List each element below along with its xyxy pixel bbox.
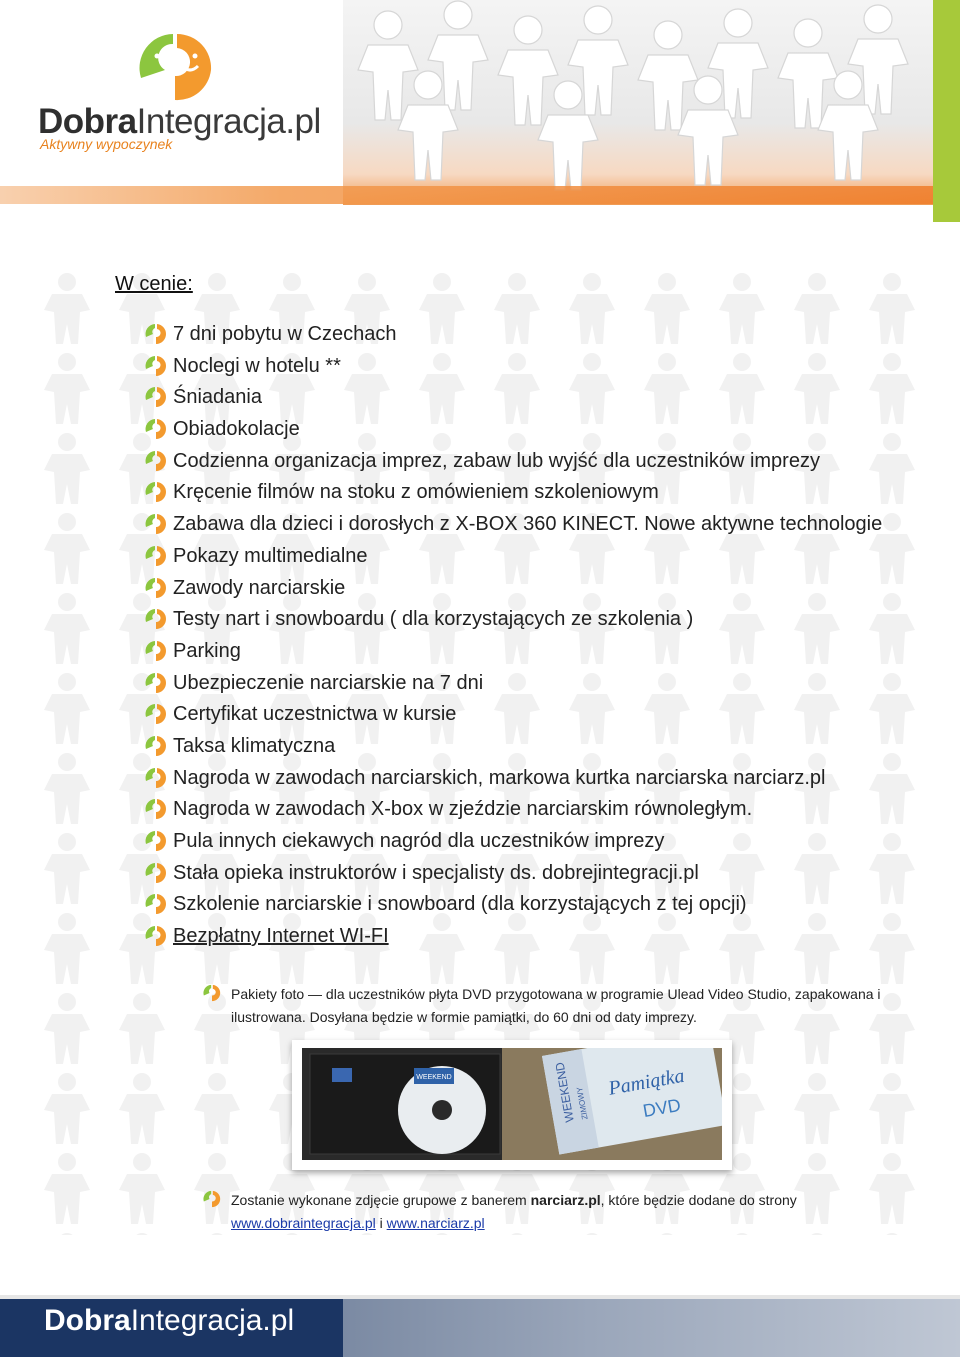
bullet-logo-icon [145, 577, 167, 599]
group-photo-note [203, 1189, 918, 1235]
paper-chain-people-illustration [343, 0, 933, 205]
link-joiner: i [375, 1215, 387, 1231]
bullet-logo-icon [145, 767, 167, 789]
bullet-logo-icon [203, 1190, 221, 1208]
list-item-text: Pokazy multimedialne [173, 544, 368, 567]
list-item [145, 352, 882, 384]
footer-grey-block [343, 1299, 960, 1357]
list-item-text: Certyfikat uczestnictwa w kursie [173, 703, 457, 726]
list-item [145, 605, 882, 637]
narciarz-link[interactable]: www.narciarz.pl [386, 1215, 485, 1231]
list-item [145, 890, 882, 922]
list-item-text: Nagroda w zawodach narciarskich, markowa kurtka narciarska narciarz.pl [173, 766, 826, 789]
bullet-logo-icon [145, 640, 167, 662]
dvd-package-photo [292, 1040, 732, 1170]
list-item [145, 922, 882, 954]
list-item-text: Parking [173, 639, 241, 662]
cover-subtitle-text: ZIMOWY [575, 1086, 590, 1121]
list-item [145, 574, 882, 606]
list-item [145, 700, 882, 732]
list-item [145, 415, 882, 447]
cover-title-text: WEEKEND [552, 1061, 577, 1124]
list-item-text: Zawody narciarskie [173, 576, 346, 599]
list-item-text: Obiadokolacje [173, 418, 300, 441]
dvd-case-image [302, 1048, 722, 1160]
list-item [145, 669, 882, 701]
header-green-strip [933, 0, 960, 222]
list-item [145, 478, 882, 510]
included-items-list [145, 320, 882, 954]
bullet-logo-icon [145, 735, 167, 757]
list-item-text: Ubezpieczenie narciarskie na 7 dni [173, 671, 484, 694]
list-item [145, 542, 882, 574]
bullet-logo-icon [203, 984, 221, 1002]
list-item-text: Nagroda w zawodach X-box w zjeździe narciarskim równoległym. [173, 798, 753, 821]
bullet-logo-icon [145, 545, 167, 567]
bullet-logo-icon [145, 450, 167, 472]
list-item [145, 637, 882, 669]
bullet-logo-icon [145, 481, 167, 503]
list-item-text: Taksa klimatyczna [173, 734, 336, 757]
list-item-text: 7 dni pobytu w Czechach [173, 323, 397, 345]
footer-logo-wordmark [44, 1304, 294, 1338]
bullet-logo-icon [145, 355, 167, 377]
list-item [145, 320, 882, 352]
cover-dvd-text: DVD [641, 1094, 683, 1122]
bullet-logo-icon [145, 386, 167, 408]
bullet-logo-icon [145, 608, 167, 630]
header-orange-band [0, 186, 933, 204]
group-photo-suffix: , które będzie dodane do strony [600, 1192, 797, 1208]
list-item-text: Szkolenie narciarskie i snowboard (dla korzystających z tej opcji) [173, 893, 747, 916]
bullet-logo-icon [145, 798, 167, 820]
bullet-logo-icon [145, 703, 167, 725]
list-item [145, 764, 882, 796]
photo-package-text: Pakiety foto — dla uczestników płyta DVD przygotowana w programie Ulead Video Studio, zapakowana i ilustrowana. Dosyłana będzie w formie pamiątki, do 60 dni od daty imprezy. [231, 986, 881, 1025]
footer-logo-bold: Dobra [44, 1304, 131, 1337]
list-item [145, 859, 882, 891]
bullet-logo-icon [145, 323, 167, 345]
cover-script-text: Pamiątka [606, 1064, 687, 1100]
bullet-logo-icon [145, 672, 167, 694]
list-item-text: Testy nart i snowboardu ( dla korzystających ze szkolenia ) [173, 608, 694, 631]
list-item-text: Śniadania [173, 386, 262, 409]
page-header [0, 0, 960, 222]
bullet-logo-icon [145, 893, 167, 915]
bullet-logo-icon [145, 862, 167, 884]
list-item-text: Noclegi w hotelu ** [173, 354, 341, 377]
list-item [145, 795, 882, 827]
dobraintegracja-link[interactable]: www.dobraintegracja.pl [231, 1215, 376, 1231]
list-item [145, 827, 882, 859]
list-item-text: Kręcenie filmów na stoku z omówieniem szkoleniowym [173, 481, 659, 504]
logo-name-rest: Integracja.pl [136, 102, 321, 141]
logo-name-bold: Dobra [38, 102, 137, 141]
list-item-text: Zabawa dla dzieci i dorosłych z X-BOX 360 KINECT. Nowe aktywne technologie [173, 513, 883, 536]
bullet-logo-icon [145, 513, 167, 535]
list-item-text: Stała opieka instruktorów i specjalisty ds. dobrejintegracji.pl [173, 861, 699, 884]
group-photo-prefix: Zostanie wykonane zdjęcie grupowe z banerem [231, 1192, 531, 1208]
photo-package-note [203, 983, 918, 1029]
bullet-logo-icon [145, 830, 167, 852]
bullet-logo-icon [145, 418, 167, 440]
list-item [145, 510, 882, 542]
list-item [145, 447, 882, 479]
banner-brand-name: narciarz.pl [530, 1192, 601, 1208]
list-item [145, 732, 882, 764]
footer-logo-rest: Integracja.pl [130, 1304, 295, 1337]
smiley-logo-icon [135, 30, 215, 102]
list-item-text: Codzienna organizacja imprez, zabaw lub wyjść dla uczestników imprezy [173, 449, 820, 472]
logo-tagline: Aktywny wypoczynek [40, 136, 173, 152]
section-title: W cenie: [115, 273, 193, 295]
list-item [145, 383, 882, 415]
group-photo-text [203, 1189, 918, 1235]
disc-label-text: WEEKEND [416, 1074, 452, 1081]
list-item-text: Bezpłatny Internet WI-FI [173, 925, 389, 948]
bullet-logo-icon [145, 925, 167, 947]
list-item-text: Pula innych ciekawych nagród dla uczestników imprezy [173, 830, 665, 852]
